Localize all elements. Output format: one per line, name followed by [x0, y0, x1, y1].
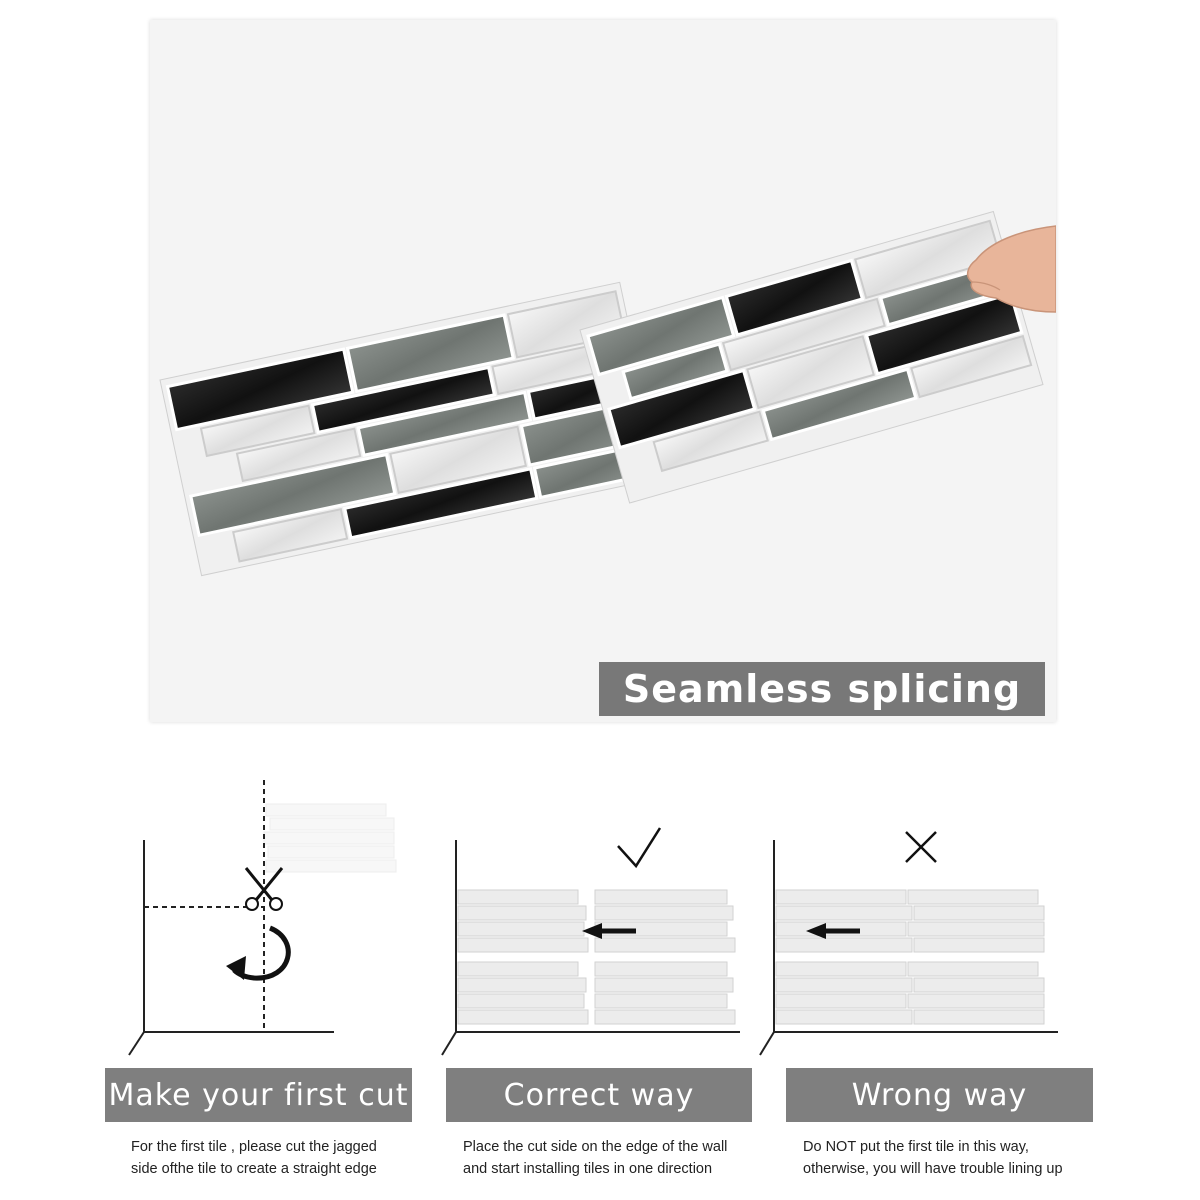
left-tile-sheet — [160, 282, 661, 575]
caption-line: and start installing tiles in one direction — [463, 1161, 713, 1177]
correct-way-diagram — [440, 770, 770, 1070]
tile-grid — [776, 890, 1044, 1024]
wrong-way-caption — [803, 1136, 1103, 1180]
faded-tile-sheet — [264, 804, 396, 872]
tile-sheets-illustration — [150, 20, 1056, 722]
wrong-way-diagram — [758, 770, 1088, 1070]
caption-line: otherwise, you will have trouble lining up — [803, 1161, 1063, 1177]
cross-icon — [906, 832, 936, 862]
caption-line: For the first tile , please cut the jagged — [131, 1139, 377, 1155]
tile-grid — [458, 890, 735, 1024]
first-cut-caption — [131, 1136, 421, 1180]
caption-line: side ofthe tile to create a straight edge — [131, 1161, 377, 1177]
rotate-arrow-icon — [226, 928, 288, 980]
right-tile-sheet — [580, 211, 1043, 503]
wrong-way-title: Wrong way — [786, 1068, 1093, 1122]
caption-line: Place the cut side on the edge of the wall — [463, 1139, 728, 1155]
first-cut-diagram — [120, 770, 450, 1070]
first-cut-title: Make your first cut — [105, 1068, 412, 1122]
caption-line: Do NOT put the first tile in this way, — [803, 1139, 1029, 1155]
correct-way-title: Correct way — [446, 1068, 752, 1122]
checkmark-icon — [618, 828, 660, 866]
seamless-splicing-banner: Seamless splicing — [599, 662, 1045, 716]
hero-photo — [150, 20, 1056, 722]
correct-way-caption — [463, 1136, 763, 1180]
